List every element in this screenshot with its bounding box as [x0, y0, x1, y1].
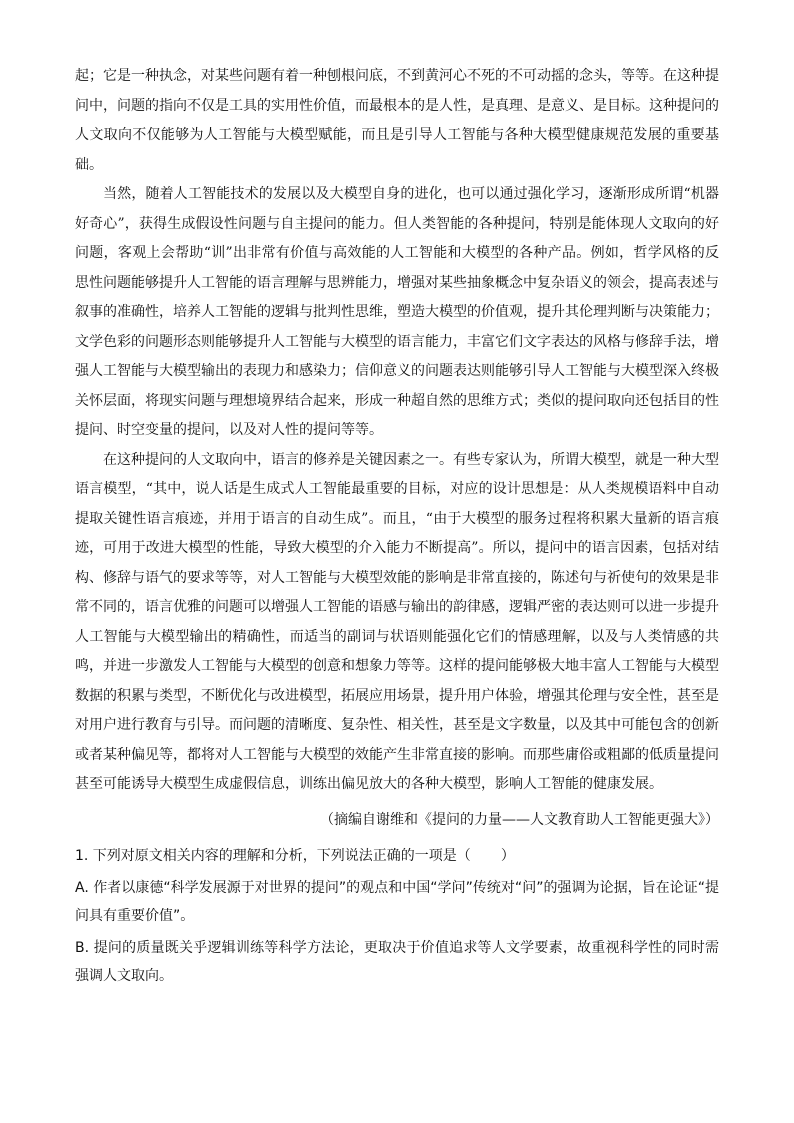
option-b: B. 提问的质量既关乎逻辑训练等科学方法论，更取决于价值追求等人文学要素，故重视科学性的同时需强调人文取向。 [75, 939, 719, 984]
question-1 [75, 842, 719, 990]
passage-paragraph-2: 当然，随着人工智能技术的发展以及大模型自身的进化，也可以通过强化学习，逐渐形成所谓“机器好奇心”，获得生成假设性问题与自主提问的能力。但人类智能的各种提问，特别是能体现人文取向的好问题，客观上会帮助“训”出非常有价值与高效能的人工智能和大模型的各种产品。例如，哲学风格的反思性问题能够提升人工智能的语言理解与思辨能力，增强对某些抽象概念中复杂语义的领会，提高表述与叙事的准确性，培养人工智能的逻辑与批判性思维，塑造大模型的价值观，提升其伦理判断与决策能力；文学色彩的问题形态则能够提升人工智能与大模型的语言能力，丰富它们文字表达的风格与修辞手法，增强人工智能与大模型输出的表现力和感染力；信仰意义的问题表达则能够引导人工智能与大模型深入终极关怀层面，将现实问题与理想境界结合起来，形成一种超自然的思维方式；类似的提问取向还包括目的性提问、时空变量的提问，以及对人性的提问等等。 [75, 186, 719, 438]
option-a: A. 作者以康德“科学发展源于对世界的提问”的观点和中国“学问”传统对“问”的强调为论据，旨在论证“提问具有重要价值”。 [75, 879, 719, 924]
passage-source: （摘编自谢维和《提问的力量——人文教育助人工智能更强大》） [320, 811, 719, 828]
question-stem-text: 1. 下列对原文相关内容的理解和分析，下列说法正确的一项是（ [75, 847, 471, 864]
passage-paragraph-1: 起；它是一种执念，对某些问题有着一种刨根问底，不到黄河心不死的不可动摇的念头，等等。在这种提问中，问题的指向不仅是工具的实用性价值，而最根本的是人性，是真理、是意义、是目标。这种提问的人文取向不仅能够为人工智能与大模型赋能，而且是引导人工智能与各种大模型健康规范发展的重要基础。 [75, 68, 719, 173]
question-stem [75, 842, 719, 870]
reading-passage [75, 62, 719, 834]
question-stem-close: ） [500, 847, 515, 864]
passage-paragraph-3: 在这种提问的人文取向中，语言的修养是关键因素之一。有些专家认为，所谓大模型，就是一种大型语言模型，“其中，说人话是生成式人工智能最重要的目标，对应的设计思想是：从人类规模语料中自动提取关键性语言痕迹，并用于语言的自动生成”。而且，“由于大模型的服务过程将积累大量新的语言痕迹，可用于改进大模型的性能，导致大模型的介入能力不断提高”。所以，提问中的语言因素，包括对结构、修辞与语气的要求等等，对人工智能与大模型效能的影响是非常直接的，陈述句与祈使句的效果是非常不同的，语言优雅的问题可以增强人工智能的语感与输出的韵律感，逻辑严密的表达则可以进一步提升人工智能与大模型输出的精确性，而适当的副词与状语则能强化它们的情感理解，以及与人类情感的共鸣，并进一步激发人工智能与大模型的创意和想象力等等。这样的提问能够极大地丰富人工智能与大模型数据的积累与类型，不断优化与改进模型，拓展应用场景，提升用户体验，增强其伦理与安全性，甚至是对用户进行教育与引导。而问题的清晰度、复杂性、相关性，甚至是文字数量，以及其中可能包含的创新或者某种偏见等，都将对人工智能与大模型的效能产生非常直接的影响。而那些庸俗或粗鄙的低质量提问甚至可能诱导大模型生成虚假信息，训练出偏见放大的各种大模型，影响人工智能的健康发展。 [75, 451, 719, 792]
